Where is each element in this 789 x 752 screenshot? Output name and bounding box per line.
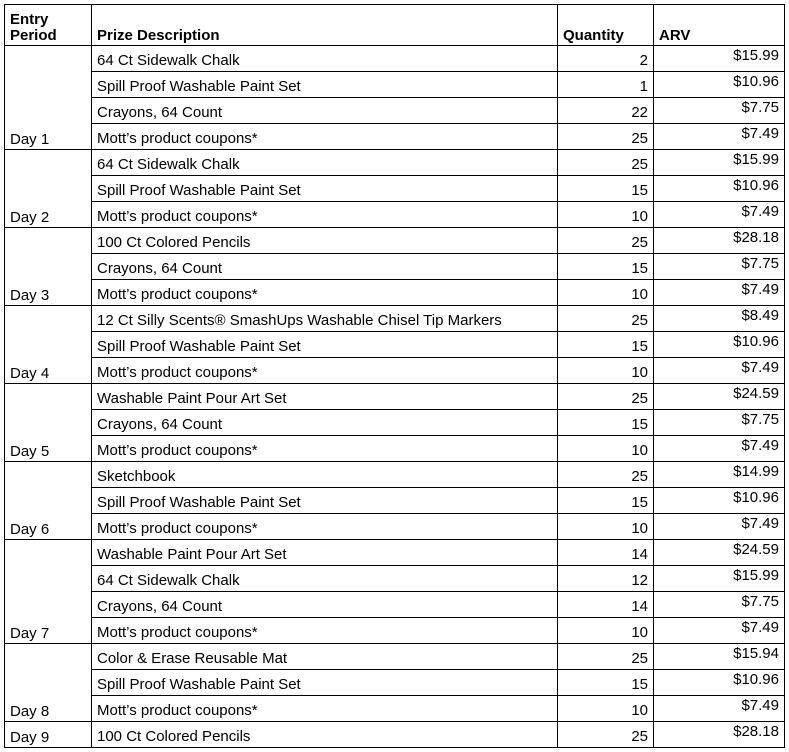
entry-period-cell: Day 7 <box>5 540 92 644</box>
quantity-cell: 10 <box>558 202 654 228</box>
prize-description-cell: 100 Ct Colored Pencils <box>92 228 558 254</box>
table-row <box>5 332 785 358</box>
quantity-cell: 25 <box>558 306 654 332</box>
prize-description-cell: Washable Paint Pour Art Set <box>92 540 558 566</box>
prize-description-cell: Spill Proof Washable Paint Set <box>92 176 558 202</box>
prize-description-cell: 64 Ct Sidewalk Chalk <box>92 150 558 176</box>
arv-cell: $10.96 <box>654 488 785 514</box>
quantity-cell: 12 <box>558 566 654 592</box>
table-row <box>5 98 785 124</box>
table-row <box>5 644 785 670</box>
prize-description-cell: Crayons, 64 Count <box>92 98 558 124</box>
table-row <box>5 72 785 98</box>
arv-cell: $7.49 <box>654 514 785 540</box>
arv-cell: $14.99 <box>654 462 785 488</box>
quantity-cell: 10 <box>558 696 654 722</box>
arv-cell: $7.49 <box>654 618 785 644</box>
quantity-cell: 15 <box>558 670 654 696</box>
quantity-cell: 10 <box>558 436 654 462</box>
table-row <box>5 514 785 540</box>
table-row <box>5 228 785 254</box>
quantity-cell: 15 <box>558 254 654 280</box>
quantity-cell: 25 <box>558 228 654 254</box>
table-row <box>5 670 785 696</box>
arv-cell: $28.18 <box>654 722 785 748</box>
quantity-cell: 25 <box>558 462 654 488</box>
arv-cell: $7.49 <box>654 436 785 462</box>
header-prize-description: Prize Description <box>92 5 558 46</box>
table-row <box>5 722 785 748</box>
table-row <box>5 150 785 176</box>
arv-cell: $7.75 <box>654 254 785 280</box>
entry-period-cell: Day 4 <box>5 306 92 384</box>
arv-cell: $10.96 <box>654 72 785 98</box>
prize-description-cell: Crayons, 64 Count <box>92 592 558 618</box>
table-row <box>5 202 785 228</box>
arv-cell: $7.75 <box>654 98 785 124</box>
quantity-cell: 25 <box>558 722 654 748</box>
prize-description-cell: 64 Ct Sidewalk Chalk <box>92 566 558 592</box>
prize-description-cell: Mott’s product coupons* <box>92 436 558 462</box>
arv-cell: $15.99 <box>654 46 785 72</box>
table-row <box>5 176 785 202</box>
entry-period-cell: Day 5 <box>5 384 92 462</box>
quantity-cell: 1 <box>558 72 654 98</box>
header-quantity: Quantity <box>558 5 654 46</box>
quantity-cell: 2 <box>558 46 654 72</box>
arv-cell: $7.49 <box>654 358 785 384</box>
quantity-cell: 22 <box>558 98 654 124</box>
prize-description-cell: Mott’s product coupons* <box>92 618 558 644</box>
quantity-cell: 10 <box>558 280 654 306</box>
prize-description-cell: Washable Paint Pour Art Set <box>92 384 558 410</box>
quantity-cell: 15 <box>558 176 654 202</box>
quantity-cell: 15 <box>558 332 654 358</box>
quantity-cell: 10 <box>558 514 654 540</box>
table-row <box>5 358 785 384</box>
quantity-cell: 15 <box>558 410 654 436</box>
header-arv: ARV <box>654 5 785 46</box>
entry-period-cell: Day 3 <box>5 228 92 306</box>
arv-cell: $7.49 <box>654 202 785 228</box>
table-row <box>5 540 785 566</box>
table-row <box>5 488 785 514</box>
quantity-cell: 25 <box>558 124 654 150</box>
table-body <box>5 46 785 748</box>
prize-description-cell: Crayons, 64 Count <box>92 254 558 280</box>
table-row <box>5 566 785 592</box>
entry-period-cell: Day 2 <box>5 150 92 228</box>
prize-description-cell: Mott’s product coupons* <box>92 280 558 306</box>
arv-cell: $7.49 <box>654 124 785 150</box>
prize-description-cell: Spill Proof Washable Paint Set <box>92 670 558 696</box>
table-row <box>5 384 785 410</box>
entry-period-cell: Day 8 <box>5 644 92 722</box>
table-row <box>5 462 785 488</box>
prize-description-cell: Spill Proof Washable Paint Set <box>92 72 558 98</box>
arv-cell: $15.99 <box>654 566 785 592</box>
prize-description-cell: Mott’s product coupons* <box>92 124 558 150</box>
arv-cell: $15.99 <box>654 150 785 176</box>
header-entry-period: Entry Period <box>5 5 92 46</box>
arv-cell: $15.94 <box>654 644 785 670</box>
quantity-cell: 10 <box>558 358 654 384</box>
prize-description-cell: Mott’s product coupons* <box>92 514 558 540</box>
prize-description-cell: Crayons, 64 Count <box>92 410 558 436</box>
quantity-cell: 25 <box>558 150 654 176</box>
quantity-cell: 10 <box>558 618 654 644</box>
prize-table <box>4 4 785 748</box>
quantity-cell: 14 <box>558 592 654 618</box>
prize-description-cell: Sketchbook <box>92 462 558 488</box>
entry-period-cell: Day 6 <box>5 462 92 540</box>
prize-description-cell: Spill Proof Washable Paint Set <box>92 332 558 358</box>
table-row <box>5 436 785 462</box>
arv-cell: $10.96 <box>654 332 785 358</box>
prize-description-cell: Mott’s product coupons* <box>92 202 558 228</box>
prize-description-cell: Spill Proof Washable Paint Set <box>92 488 558 514</box>
table-row <box>5 618 785 644</box>
prize-description-cell: Mott’s product coupons* <box>92 696 558 722</box>
prize-description-cell: 12 Ct Silly Scents® SmashUps Washable Chisel Tip Markers <box>92 306 558 332</box>
quantity-cell: 25 <box>558 644 654 670</box>
table-row <box>5 124 785 150</box>
table-row <box>5 280 785 306</box>
arv-cell: $7.49 <box>654 280 785 306</box>
quantity-cell: 14 <box>558 540 654 566</box>
entry-period-cell: Day 9 <box>5 722 92 748</box>
arv-cell: $10.96 <box>654 670 785 696</box>
table-row <box>5 306 785 332</box>
arv-cell: $7.75 <box>654 410 785 436</box>
prize-description-cell: Mott’s product coupons* <box>92 358 558 384</box>
arv-cell: $24.59 <box>654 384 785 410</box>
prize-description-cell: Color & Erase Reusable Mat <box>92 644 558 670</box>
table-row <box>5 410 785 436</box>
prize-description-cell: 100 Ct Colored Pencils <box>92 722 558 748</box>
quantity-cell: 25 <box>558 384 654 410</box>
arv-cell: $28.18 <box>654 228 785 254</box>
arv-cell: $24.59 <box>654 540 785 566</box>
table-row <box>5 46 785 72</box>
table-row <box>5 696 785 722</box>
arv-cell: $10.96 <box>654 176 785 202</box>
arv-cell: $8.49 <box>654 306 785 332</box>
quantity-cell: 15 <box>558 488 654 514</box>
header-row <box>5 5 785 46</box>
table-row <box>5 254 785 280</box>
entry-period-cell: Day 1 <box>5 46 92 150</box>
table-row <box>5 592 785 618</box>
arv-cell: $7.49 <box>654 696 785 722</box>
arv-cell: $7.75 <box>654 592 785 618</box>
prize-description-cell: 64 Ct Sidewalk Chalk <box>92 46 558 72</box>
